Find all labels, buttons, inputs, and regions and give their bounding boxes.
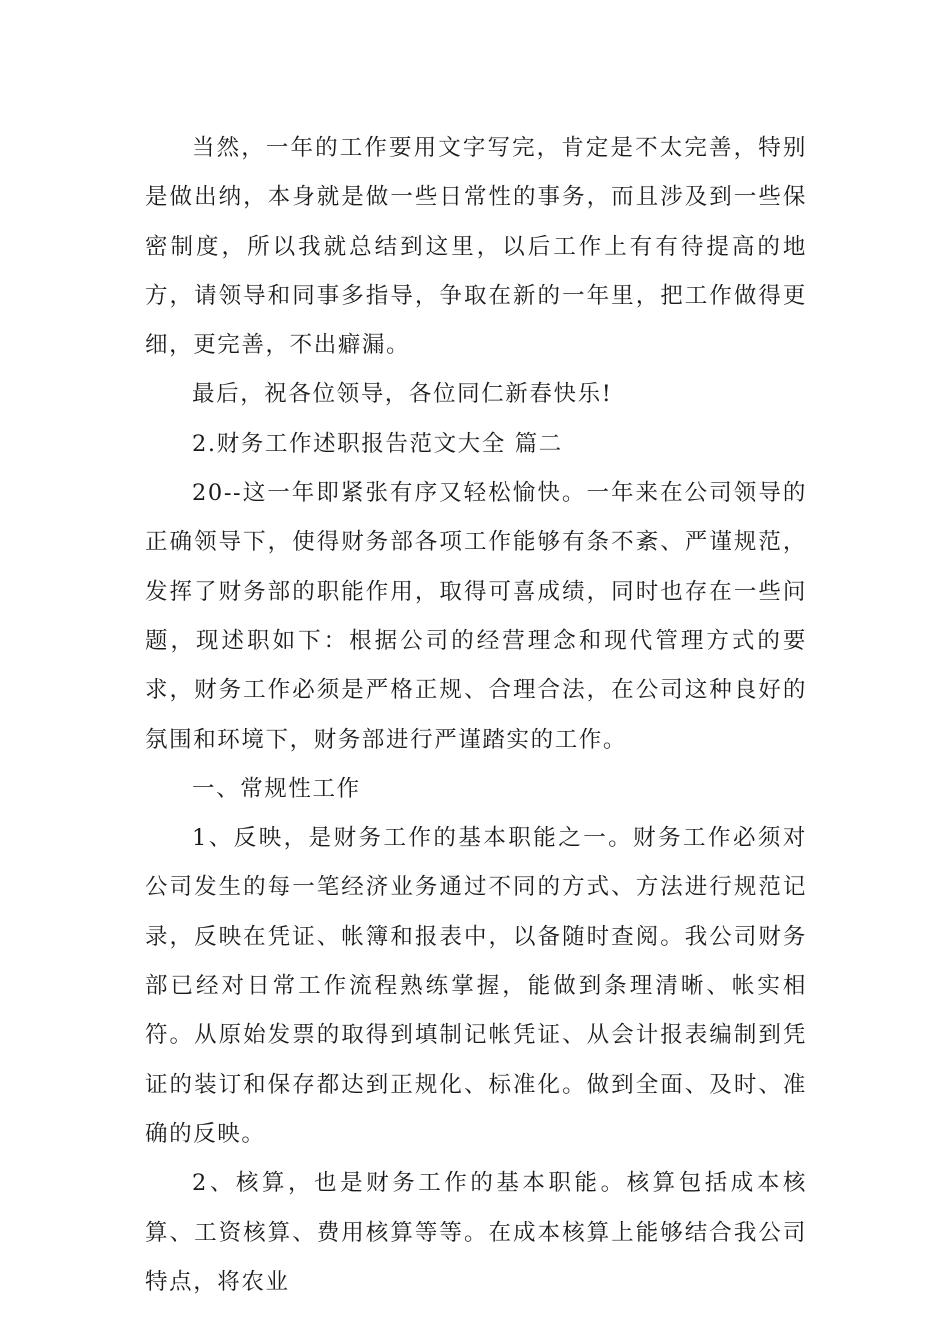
subsection-heading: 一、常规性工作: [192, 775, 361, 802]
document-page: [145, 124, 807, 1307]
paragraph-item-2: 2、核算，也是财务工作的基本职能。核算包括成本核算、工资核算、费用核算等等。在成本核算上能够结合我公司特点，将农业: [145, 1170, 807, 1295]
paragraph-conclusion: 当然，一年的工作要用文字写完，肯定是不太完善，特别是做出纳，本身就是做一些日常性的事务，而且涉及到一些保密制度，所以我就总结到这里，以后工作上有有待提高的地方，请领导和同事多指导，争取在新的一年里，把工作做得更细，更完善，不出癖漏。: [145, 135, 807, 359]
paragraph-item-1: 1、反映，是财务工作的基本职能之一。财务工作必须对公司发生的每一笔经济业务通过不同的方式、方法进行规范记录，反映在凭证、帐簿和报表中，以备随时查阅。我公司财务部已经对日常工作流程熟练掌握，能做到条理清晰、帐实相符。从原始发票的取得到填制记帐凭证、从会计报表编制到凭证的装订和保存都达到正规化、标准化。做到全面、及时、准确的反映。: [145, 825, 807, 1147]
section-heading: 2.财务工作述职报告范文大全 篇二: [192, 430, 563, 457]
paragraph-intro: 20--这一年即紧张有序又轻松愉快。一年来在公司领导的正确领导下，使得财务部各项工作能够有条不紊、严谨规范，发挥了财务部的职能作用，取得可喜成绩，同时也存在一些问题，现述职如下：根据公司的经营理念和现代管理方式的要求，财务工作必须是严格正规、合理合法，在公司这种良好的氛围和环境下，财务部进行严谨踏实的工作。: [145, 480, 807, 753]
paragraph-greeting: 最后，祝各位领导，各位同仁新春快乐!: [192, 381, 613, 408]
